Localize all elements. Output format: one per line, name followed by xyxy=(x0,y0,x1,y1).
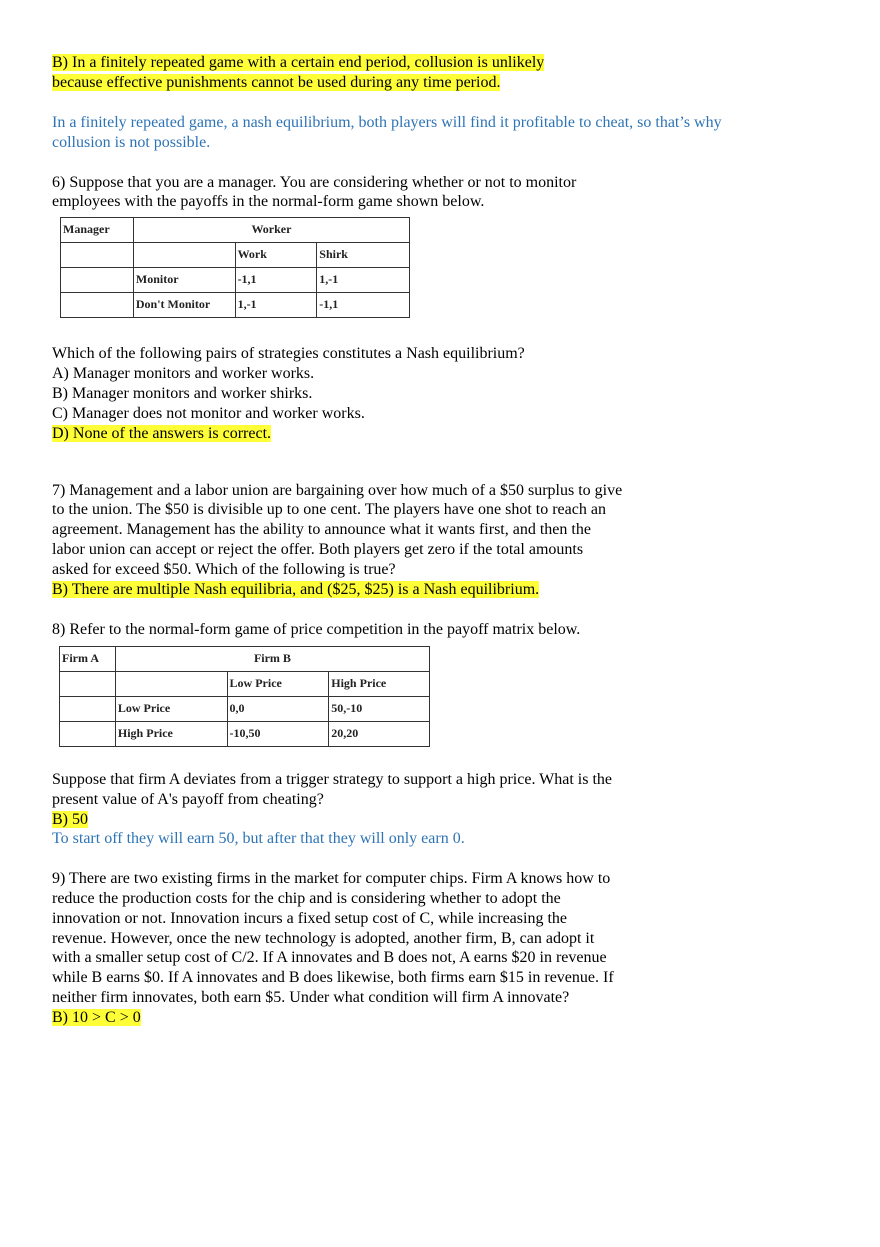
q6-option-a: A) Manager monitors and worker works. xyxy=(52,365,315,382)
q8-empty-cell xyxy=(60,722,116,747)
q6-table-row xyxy=(61,268,410,293)
q6-col-header: Work xyxy=(235,243,317,268)
q6-empty-cell xyxy=(61,268,134,293)
q9-text-line-5: with a smaller setup cost of C/2. If A innovates and B does not, A earns $20 in revenue xyxy=(52,949,607,966)
q6-col-player-label: Worker xyxy=(133,218,409,243)
q8-row-player-label: Firm A xyxy=(60,647,116,672)
q6-payoff-cell: -1,1 xyxy=(235,268,317,293)
q8-row-label: High Price xyxy=(115,722,227,747)
q6-text-line-2: employees with the payoffs in the normal-form game shown below. xyxy=(52,193,485,210)
q8-table-row xyxy=(60,697,430,722)
q8-row-label: Low Price xyxy=(115,697,227,722)
q6-question: Which of the following pairs of strategies constitutes a Nash equilibrium? xyxy=(52,345,525,362)
q8-col-header: High Price xyxy=(329,672,430,697)
q8-payoff-cell: 0,0 xyxy=(227,697,329,722)
q7-text-line-2: to the union. The $50 is divisible up to one cent. The players have one shot to reach an xyxy=(52,501,606,518)
q6-empty-cell xyxy=(61,243,134,268)
q8-empty-cell xyxy=(60,697,116,722)
q6-payoff-cell: -1,1 xyxy=(317,293,410,318)
q6-option-c: C) Manager does not monitor and worker works. xyxy=(52,405,365,422)
q8-payoff-cell: -10,50 xyxy=(227,722,329,747)
q5-answer-line-2 xyxy=(52,73,500,93)
q6-col-header: Shirk xyxy=(317,243,410,268)
q8-intro: 8) Refer to the normal-form game of price competition in the payoff matrix below. xyxy=(52,621,581,638)
q5-note-line-2: collusion is not possible. xyxy=(52,134,211,151)
q9-text-line-3: innovation or not. Innovation incurs a fixed setup cost of C, while increasing the xyxy=(52,910,567,927)
q6-payoff-cell: 1,-1 xyxy=(235,293,317,318)
q9-text-line-6: while B earns $0. If A innovates and B does likewise, both firms earn $15 in revenue. If xyxy=(52,969,614,986)
q6-payoff-cell: 1,-1 xyxy=(317,268,410,293)
q9-answer-highlight: B) 10 > C > 0 xyxy=(52,1009,141,1026)
q8-empty-cell xyxy=(115,672,227,697)
q8-col-player-label: Firm B xyxy=(115,647,429,672)
q8-table-row xyxy=(60,722,430,747)
q6-answer-highlight: D) None of the answers is correct. xyxy=(52,425,272,442)
q6-answer-line xyxy=(52,424,271,444)
q8-text-line-1: Suppose that firm A deviates from a trigger strategy to support a high price. What is the xyxy=(52,771,613,788)
q5-note-line-1: In a finitely repeated game, a nash equilibrium, both players will find it profitable to cheat, so that’s why xyxy=(52,114,722,131)
q8-empty-cell xyxy=(60,672,116,697)
q8-note: To start off they will earn 50, but after that they will only earn 0. xyxy=(52,830,465,847)
q5-answer-line-1 xyxy=(52,53,544,73)
q8-answer-highlight: B) 50 xyxy=(52,811,88,828)
q8-answer-line xyxy=(52,810,88,830)
q7-answer-highlight: B) There are multiple Nash equilibria, and ($25, $25) is a Nash equilibrium. xyxy=(52,581,540,598)
q9-text-line-4: revenue. However, once the new technology is adopted, another firm, B, can adopt it xyxy=(52,930,595,947)
q6-table-row xyxy=(61,293,410,318)
q8-payoff-matrix xyxy=(59,646,430,747)
q6-empty-cell xyxy=(61,293,134,318)
q9-answer-line xyxy=(52,1008,141,1028)
q7-text-line-1: 7) Management and a labor union are bargaining over how much of a $50 surplus to give xyxy=(52,482,623,499)
q7-text-line-5: asked for exceed $50. Which of the following is true? xyxy=(52,561,396,578)
q8-text-line-2: present value of A's payoff from cheating? xyxy=(52,791,324,808)
q9-text-line-2: reduce the production costs for the chip and is considering whether to adopt the xyxy=(52,890,561,907)
q7-text-line-4: labor union can accept or reject the offer. Both players get zero if the total amounts xyxy=(52,541,584,558)
q8-col-header: Low Price xyxy=(227,672,329,697)
q5-answer-highlight-2: because effective punishments cannot be used during any time period. xyxy=(52,74,501,91)
q6-row-player-label: Manager xyxy=(61,218,134,243)
q6-option-b: B) Manager monitors and worker shirks. xyxy=(52,385,313,402)
q7-answer-line xyxy=(52,580,539,600)
q6-empty-cell xyxy=(133,243,235,268)
q5-answer-highlight-1: B) In a finitely repeated game with a certain end period, collusion is unlikely xyxy=(52,54,545,71)
q6-text-line-1: 6) Suppose that you are a manager. You are considering whether or not to monitor xyxy=(52,174,577,191)
q9-text-line-1: 9) There are two existing firms in the market for computer chips. Firm A knows how to xyxy=(52,870,611,887)
q6-payoff-matrix xyxy=(60,217,410,318)
q8-payoff-cell: 50,-10 xyxy=(329,697,430,722)
q6-row-label: Monitor xyxy=(133,268,235,293)
q8-payoff-cell: 20,20 xyxy=(329,722,430,747)
q9-text-line-7: neither firm innovates, both earn $5. Under what condition will firm A innovate? xyxy=(52,989,570,1006)
q6-row-label: Don't Monitor xyxy=(133,293,235,318)
q7-text-line-3: agreement. Management has the ability to announce what it wants first, and then the xyxy=(52,521,591,538)
